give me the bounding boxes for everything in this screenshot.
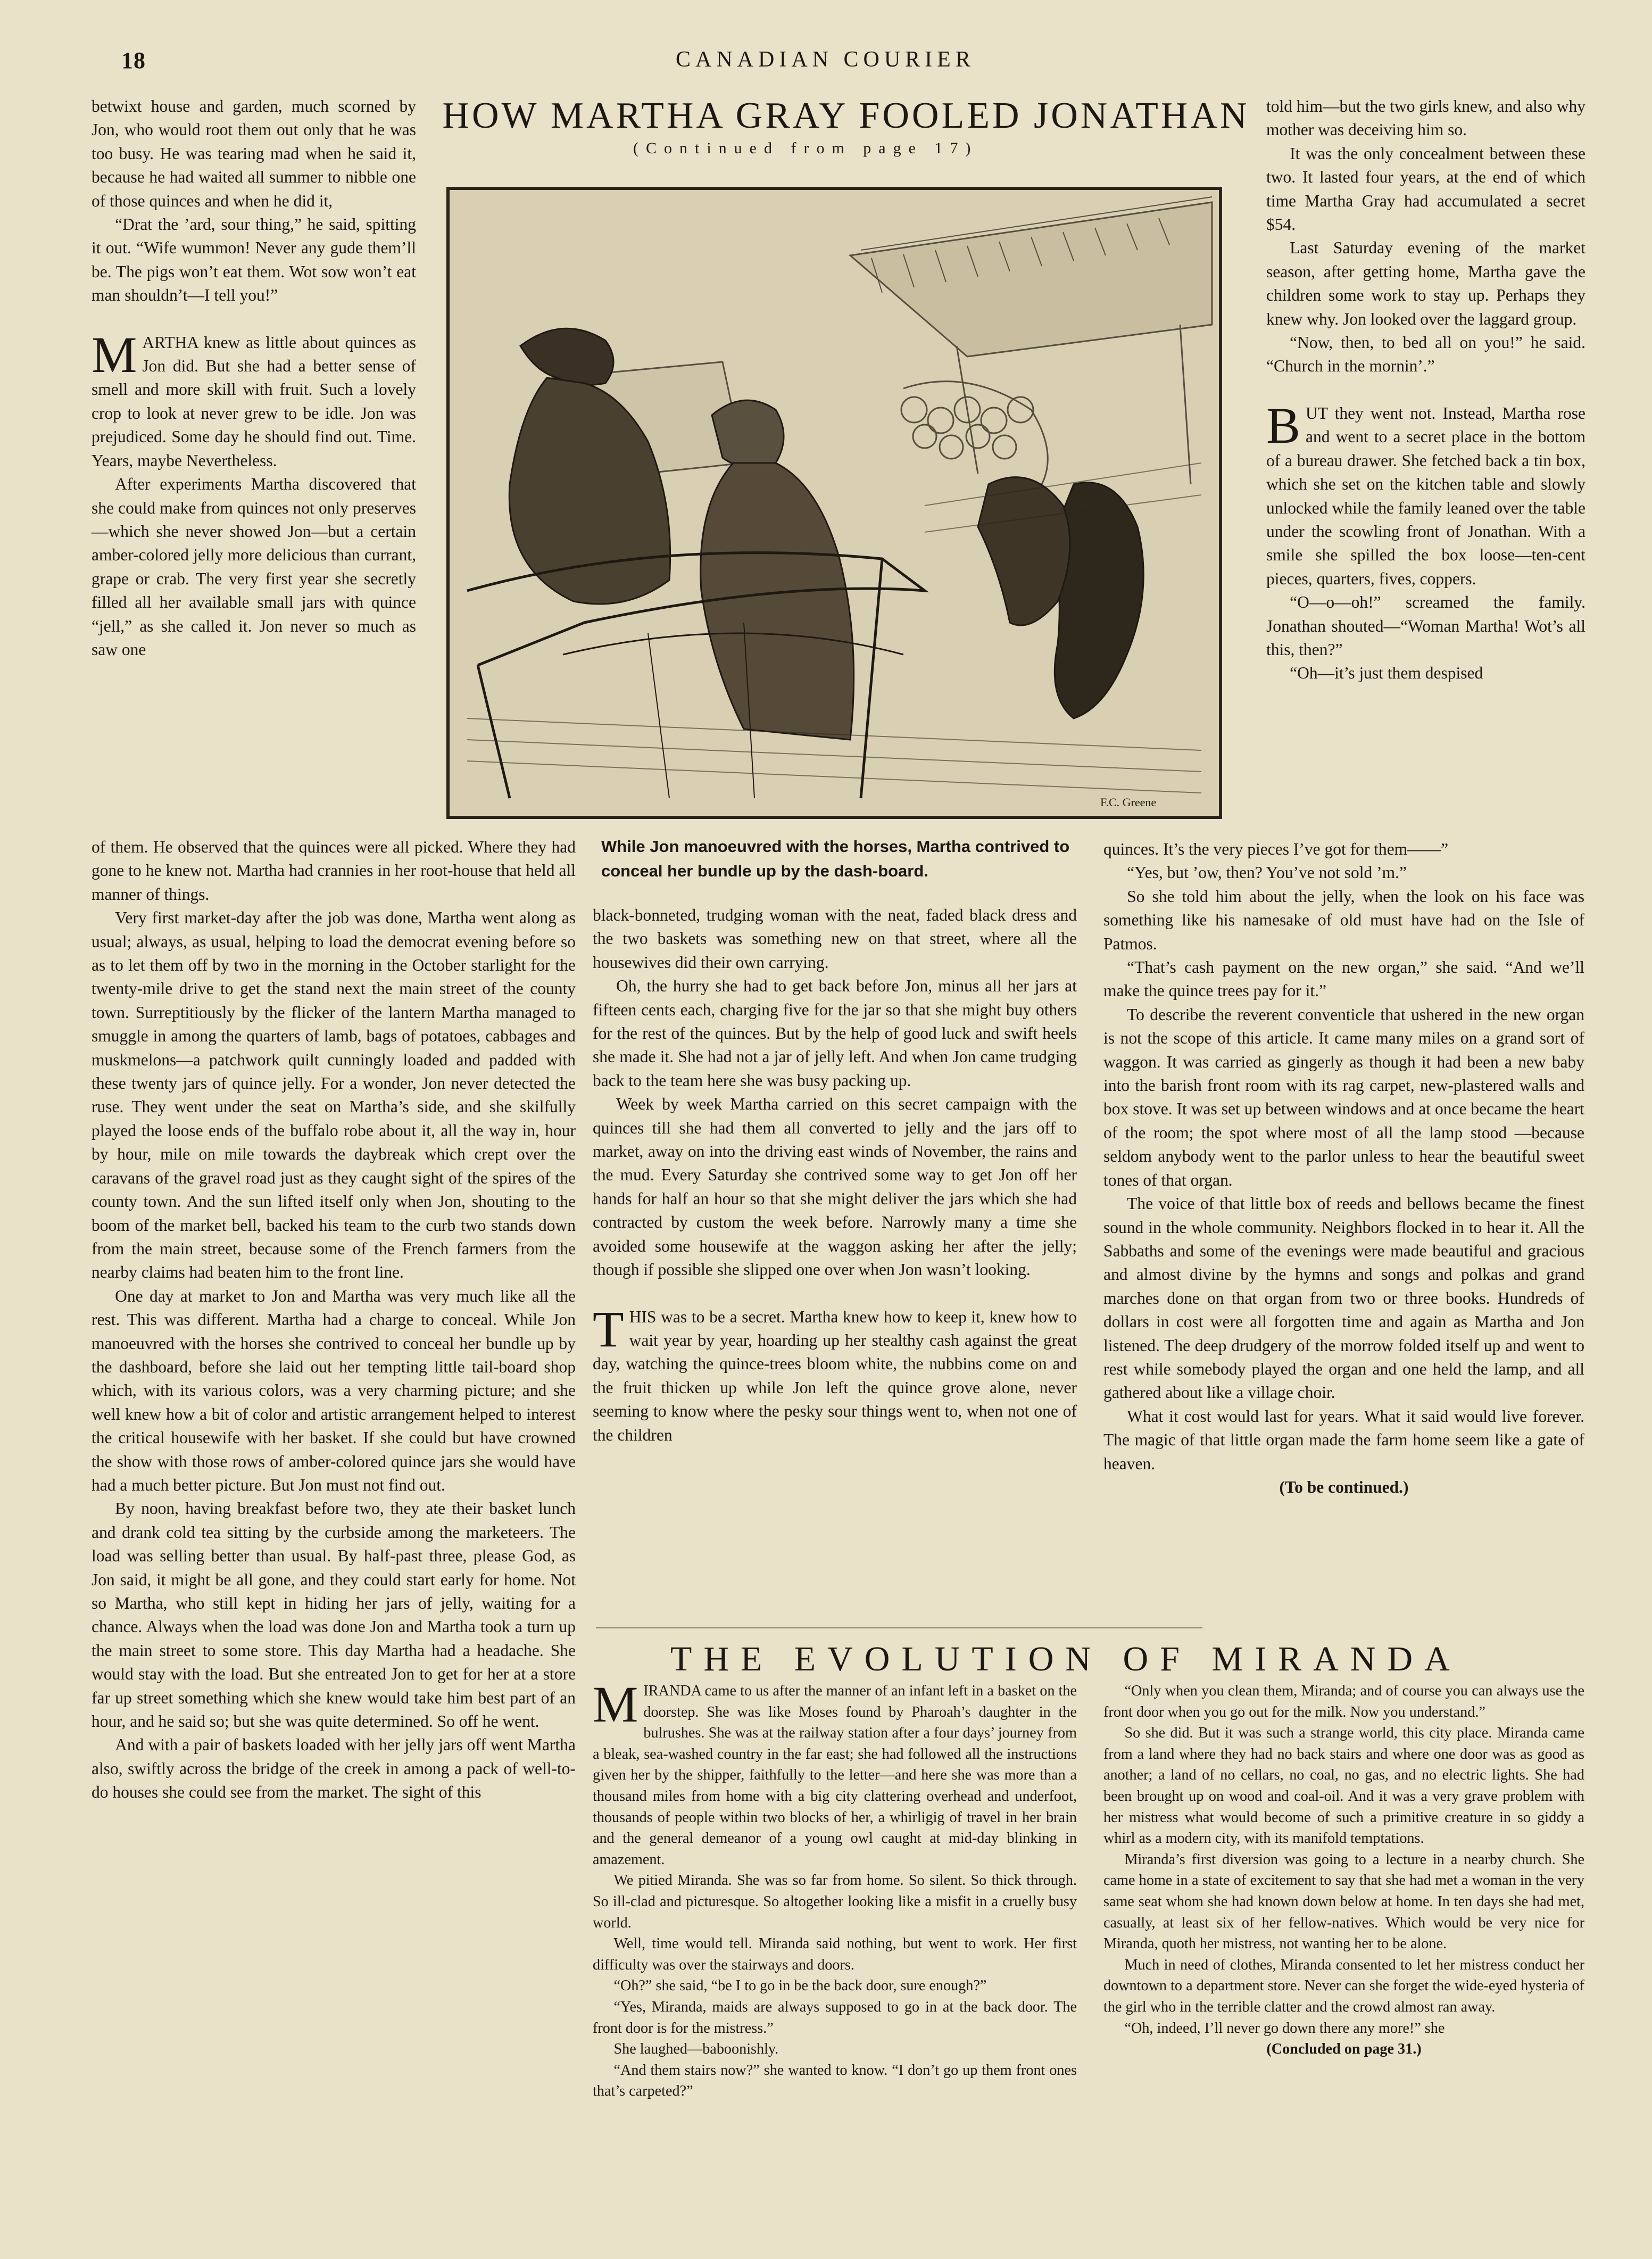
drop-cap: M <box>593 1676 638 1733</box>
paragraph: “That’s cash payment on the new organ,” she said. “And we’ll make the quince trees pay for it.” <box>1103 958 1584 1000</box>
column-3-bottom <box>1103 838 1584 1499</box>
paragraph: We pitied Miranda. She was so far from home. So silent. So thick through. So ill-clad and picturesque. So altogether looking like a misfit in a cruelly busy world. <box>593 1872 1077 1931</box>
paragraph: “And them stairs now?” she wanted to know. “I don’t go up them front ones that’s carpeted?” <box>593 2062 1077 2100</box>
paragraph: “Now, then, to bed all on you!” he said. “Church in the mornin’.” <box>1266 333 1585 376</box>
paragraph: It was the only concealment between these two. It lasted four years, at the end of which time Martha Gray had accumulated a secret $54. <box>1266 144 1585 234</box>
paragraph: She laughed—baboonishly. <box>613 2041 779 2058</box>
paragraph: THIS was to be a secret. Martha knew how to keep it, knew how to wait year by year, hoarding up her stealthy cash against the great day, watching the quince-trees bloom white, the nubbins come on and the fruit thicken up while Jon left the quince grove alone, never seeming to know where the pesky sour things went to, when not one of the children <box>593 1300 1077 1444</box>
story-title: HOW MARTHA GRAY FOOLED JONATHAN <box>442 95 1250 136</box>
column-1-top <box>92 95 416 661</box>
drop-cap: M <box>92 326 137 383</box>
paragraph: “Drat the ’ard, sour thing,” he said, spitting it out. “Wife wummon! Never any gude them’ll be. The pigs won’t eat them. Wot sow won’t eat man shouldn’t—I tell you!” <box>92 215 416 305</box>
paragraph: quinces. It’s the very pieces I’ve got for them——” <box>1103 840 1449 858</box>
page-number: 18 <box>121 47 146 73</box>
paragraph: So she told him about the jelly, when the look on his face was something like his namesake of old must have had on the Isle of Patmos. <box>1103 887 1584 953</box>
running-title: CANADIAN COURIER <box>676 47 975 72</box>
paragraph: To describe the reverent conventicle that ushered in the new organ is not the scope of this article. It came many miles on a grand sort of waggon. It was carried as gingerly as though it had been a new baby into the barish front room with its rag carpet, new-plastered walls and box stove. It was set up between windows and at once became the heart of the room; the spot where most of all the lamp stood —because seldom anybody went to the parlor unless to hear the beautiful sweet tones of that organ. <box>1103 1005 1584 1189</box>
paragraph: “Oh—it’s just them despised <box>1290 664 1483 683</box>
paragraph: told him—but the two girls knew, and also why mother was deceiving him so. <box>1266 97 1585 139</box>
paragraph: “Yes, but ’ow, then? You’ve not sold ’m.” <box>1127 863 1407 882</box>
miranda-column-right <box>1103 1681 1584 2060</box>
paragraph: “Yes, Miranda, maids are always supposed to go in at the back door. The front door is for the mistress.” <box>593 1998 1077 2037</box>
paragraph: MARTHA knew as little about quinces as Jon did. But she had a better sense of smell and more skill with fruit. Such a lovely crop to look at never grew to be idle. Jon was prejudiced. Some day he should find out. Time. Years, maybe Nevertheless. <box>92 326 416 470</box>
paragraph: And with a pair of baskets loaded with her jelly jars off went Martha also, swiftly across the bridge of the creek in among a pack of well-to-do houses she could see from the market. The sight of this <box>92 1735 576 1802</box>
paragraph: “Oh?” she said, “be I to go in be the back door, sure enough?” <box>613 1977 987 1995</box>
paragraph: MIRANDA came to us after the manner of an infant left in a basket on the doorstep. She was like Moses found by Pharoah’s daughter in the bulrushes. She was at the railway station after a four days’ journey from a bleak, sea-washed country in the far east; she had followed all the instructions given her by the shipper, faithfully to the letter—and here she was more than a thousand miles from home with a big city clattering overhead and underfoot, thousands of people within two blocks of her, a whirligig of travel in her brain and the general demeanor of a young owl caught at mid-day blinking in amazement. <box>593 1676 1077 1868</box>
paragraph: of them. He observed that the quinces were all picked. Where they had gone to he knew not. Martha had crannies in her root-house that held all manner of things. <box>92 838 576 904</box>
continued-note: (Continued from page 17) <box>633 139 978 157</box>
paragraph: Well, time would tell. Miranda said nothing, but went to work. Her first difficulty was over the stairways and doors. <box>593 1935 1077 1973</box>
paragraph: black-bonneted, trudging woman with the neat, faded black dress and the two baskets was something new on that street, where all the housewives did their own carrying. <box>593 906 1077 972</box>
illustration-caption: While Jon manoeuvred with the horses, Martha contrived to conceal her bundle up by the dash-board. <box>601 837 1070 880</box>
paragraph: betwixt house and garden, much scorned by Jon, who would root them out only that he was too busy. He was tearing mad when he said it, because he had waited all summer to nibble one of those quinces and when he did it, <box>92 97 416 210</box>
paragraph: One day at market to Jon and Martha was very much like all the rest. This was different. Martha had a charge to conceal. While Jon manoeuvred with the horses she contrived to conceal her bundle up by the dashboard, before she laid out her tempting little tail-board shop which, with its various colors, was a very charming picture; and she well knew how a bit of color and artistic arrangement helped to interest the critical housewife with her basket. If she could but have crowned the show with those rows of amber-colored quince jars she would have had a much better picture. But Jon must not find out. <box>92 1286 576 1494</box>
paragraph: “Only when you clean them, Miranda; and of course you can always use the front door when you go out for the milk. Now you understand.” <box>1103 1683 1584 1720</box>
miranda-column-left <box>593 1676 1077 2102</box>
paragraph: Much in need of clothes, Miranda consented to let her mistress conduct her downtown to a department store. Never can she forget the wide-eyed hysteria of the girl who in the terrible clatter and the crowd almost ran away. <box>1103 1956 1584 2015</box>
paragraph: Very first market-day after the job was done, Martha went along as usual; always, as usual, helping to load the democrat evening before so as to let them off by two in the morning in the October starlight for the twenty-mile drive to get the stand next the main street of the county town. Surreptitiously by the flicker of the lantern Martha managed to smuggle in among the quarters of lamb, bags of potatoes, cabbages and muskmelons—a patchwork quilt cunningly loaded and padded with these twenty jars of quince jelly. For a wonder, Jon never detected the ruse. They went under the seat on Martha’s side, and she skilfully played the loose ends of the buffalo robe about it, all the way in, hour by hour, mile on mile towards the daybreak which crept over the caravans of the gravel road just as they caught sight of the spires of the county town. And the sun lifted itself only when Jon, shouting to the boom of the market bell, backed his team to the curb two stands down from the main street, because some of the French farmers from the nearby claims had beaten him to the front line. <box>92 908 576 1282</box>
paragraph: So she did. But it was such a strange world, this city place. Miranda came from a land where they had no back stairs and where one door was as good as another; a land of no cellars, no coal, no gas, and no electric lights. She had been brought up on wood and coal-oil. And it was a very grave problem with her mistress what would become of such a primitive creature in so giddy a whirl as a modern city, with its manifold temptations. <box>1103 1725 1584 1847</box>
column-3-top <box>1266 95 1585 685</box>
paragraph: Last Saturday evening of the market season, after getting home, Martha gave the children some work to stay up. Perhaps they knew why. Jon looked over the laggard group. <box>1266 238 1585 328</box>
paragraph: The voice of that little box of reeds and bellows became the finest sound in the whole community. Neighbors flocked in to hear it. All the Sabbaths and some of the evenings were made beautiful and gracious and almost divine by the hymns and songs and polkas and grand marches done on that organ from two or three books. Hundreds of dollars in cost were all forgotten time and again as Martha and Jon listened. The deep drudgery of the morrow folded itself up and went to rest while somebody played the organ and one held the lamp, and all gathered about like a village choir. <box>1103 1194 1584 1402</box>
concluded-note: (Concluded on page 31.) <box>1266 2041 1422 2058</box>
paragraph: BUT they went not. Instead, Martha rose and went to a secret place in the bottom of a bureau drawer. She fetched back a tin box, which she set on the kitchen table and slowly unlocked while the family leaned over the table under the scowling front of Jonathan. With a smile she spilled the box loose—ten-cent pieces, quarters, fives, coppers. <box>1266 396 1585 588</box>
column-1-bottom <box>92 835 576 1805</box>
paragraph: “O—o—oh!” screamed the family. Jonathan shouted—“Woman Martha! Wot’s all this, then?” <box>1266 593 1585 659</box>
paragraph: By noon, having breakfast before two, they ate their basket lunch and drank cold tea sitting by the curbside among the marketeers. The load was selling better than usual. By half-past three, please God, as Jon said, it might be all gone, and they could start early for home. Not so Martha, who still kept in hiding her jars of jelly, waiting for a chance. Always when the load was done Jon and Martha took a turn up the main street to some store. This day Martha had a headache. She would stay with the load. But she entreated Jon to get for her at a store far up street something which she knew would take him best part of an hour, and he said so; but she was quite determined. So off he went. <box>92 1499 576 1731</box>
drop-cap: B <box>1266 396 1301 454</box>
paragraph: After experiments Martha discovered that she could make from quinces not only preserves—which she never showed Jon—but a certain amber-colored jelly more delicious than currant, grape or crab. The very first year she secretly filled all her available small jars with quince “jell,” as she called it. Jon never so much as saw one <box>92 475 416 659</box>
story-title: THE EVOLUTION OF MIRANDA <box>670 1640 1462 1678</box>
paragraph: What it cost would last for years. What it said would live forever. The magic of that little organ made the farm home seem like a gate of heaven. <box>1103 1406 1584 1473</box>
paragraph: Oh, the hurry she had to get back before Jon, minus all her jars at fifteen cents each, charging five for the jar so that she might buy others for the rest of the quinces. But by the help of good luck and swift heels she made it. She had not a jar of jelly left. And when Jon came trudging back to the team here she was busy packing up. <box>593 977 1077 1090</box>
paragraph: “Oh, indeed, I’ll never go down there any more!” she <box>1124 2020 1445 2037</box>
drop-cap: T <box>593 1300 624 1358</box>
column-2 <box>593 904 1077 1447</box>
illustrator-signature: F.C. Greene <box>1100 796 1157 809</box>
section-divider <box>596 1627 1202 1628</box>
to-be-continued: (To be continued.) <box>1279 1477 1409 1496</box>
market-illustration <box>446 186 1223 820</box>
paragraph: Week by week Martha carried on this secret campaign with the quinces till she had them all converted to jelly and the jars off to market, away on into the driving east winds of November, the rains and the mud. Every Saturday she contrived some way to get Jon off her hands for half an hour so that she might deliver the jars which she had contracted by custom the week before. Narrowly many a time she avoided some housewife at the waggon asking her after the jelly; though if possible she slipped one over when Jon wasn’t looking. <box>593 1095 1077 1279</box>
paragraph: Miranda’s first diversion was going to a lecture in a nearby church. She came home in a state of excitement to say that she had met a woman in the very same seat whom she had known down below at home. In ten days she had met, casually, at least six of her fellow-natives. Which would be very nice for Miranda, quoth her mistress, not wanting her to be alone. <box>1103 1851 1584 1952</box>
